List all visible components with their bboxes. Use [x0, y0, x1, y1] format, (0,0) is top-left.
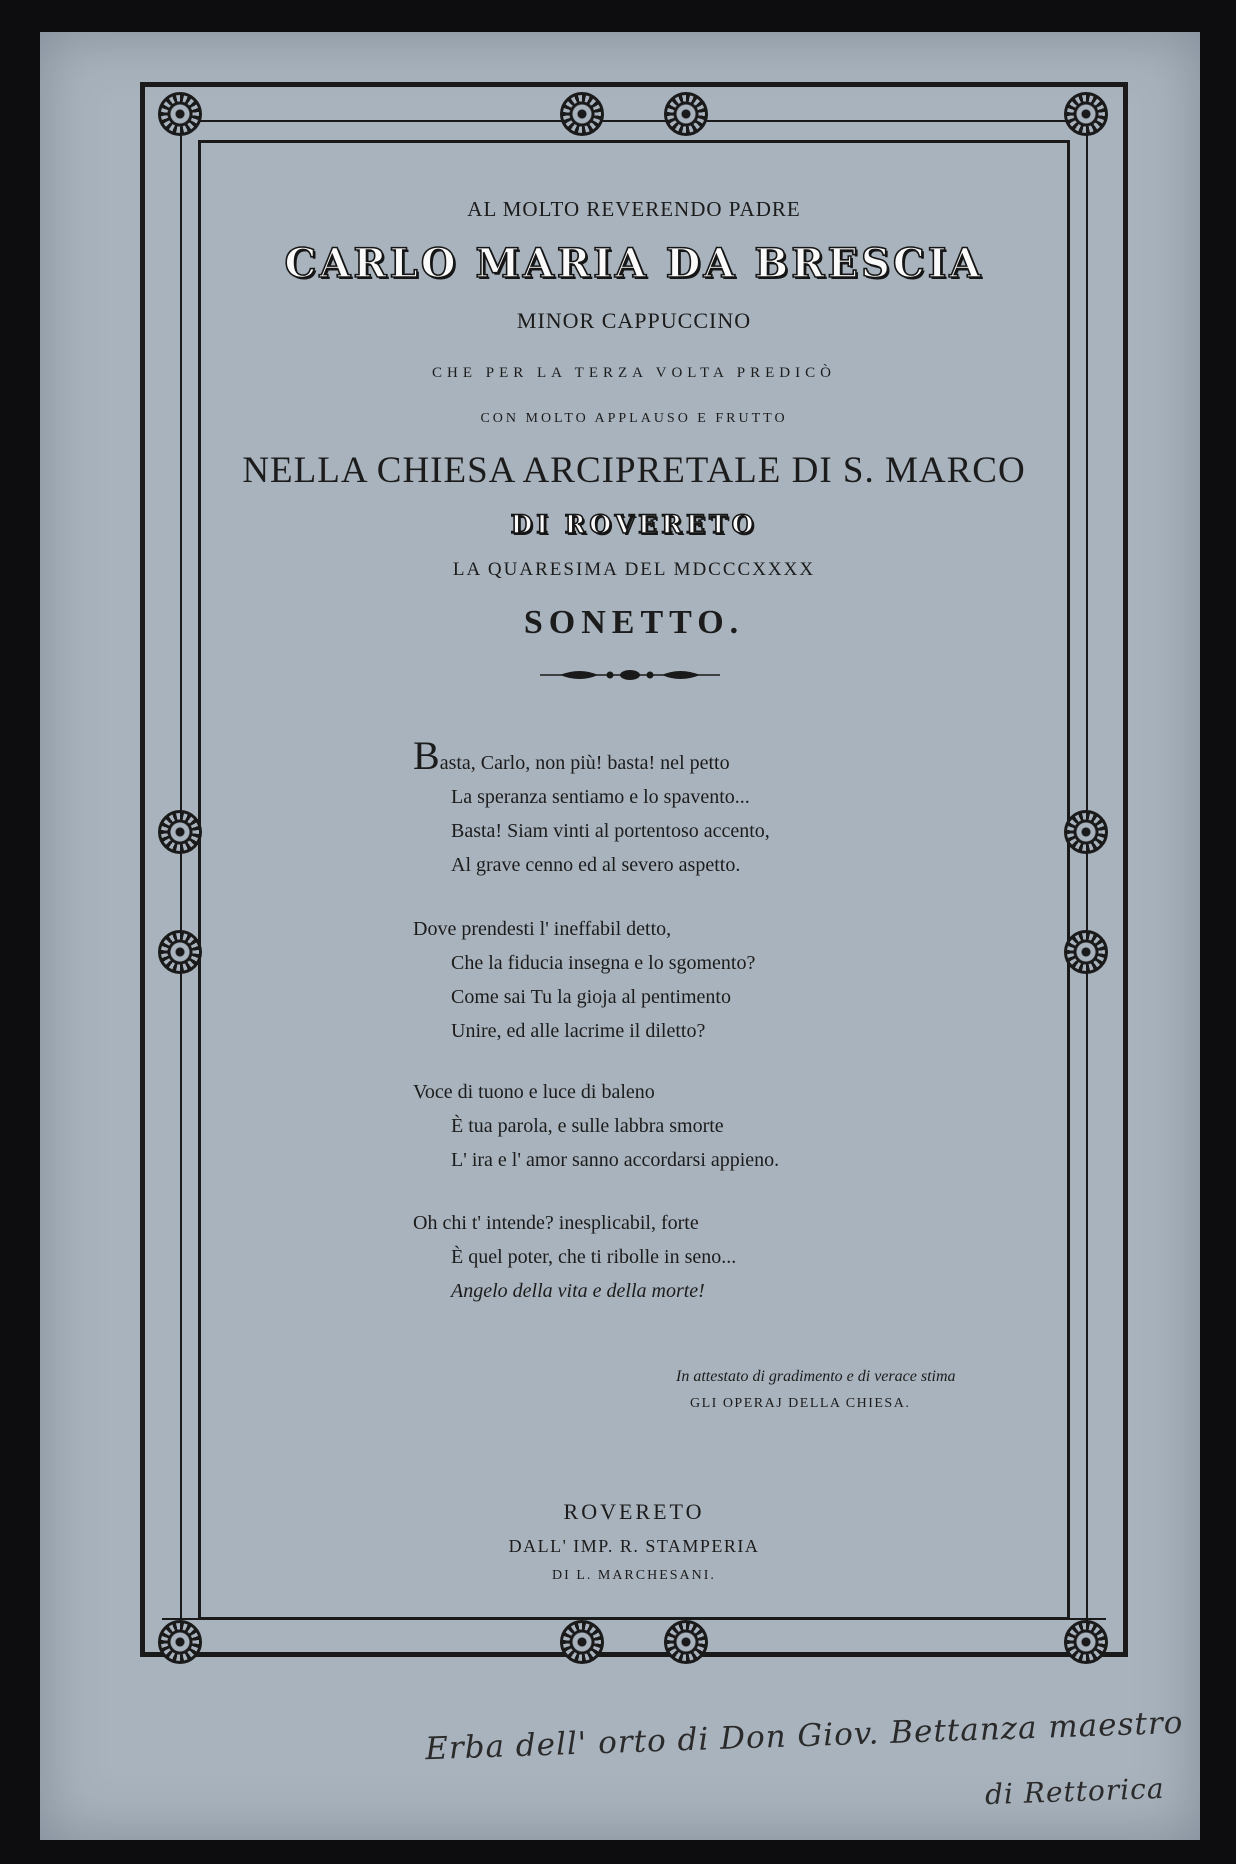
stanza-2	[413, 912, 913, 1048]
rosette-ornament-icon	[664, 92, 708, 136]
stanza-3	[413, 1075, 913, 1177]
poem-line: Angelo della vita e della morte!	[451, 1280, 705, 1302]
poem-line: Oh chi t' intende? inesplicabil, forte	[413, 1212, 699, 1234]
rosette-ornament-icon	[560, 1620, 604, 1664]
dedication-line-5: CON MOLTO APPLAUSO E FRUTTO	[480, 411, 788, 426]
poem-line: Unire, ed alle lacrime il diletto?	[451, 1020, 706, 1042]
poem-line: Voce di tuono e luce di baleno	[413, 1081, 655, 1103]
church-name: NELLA CHIESA ARCIPRETALE DI S. MARCO	[242, 450, 1026, 491]
rosette-ornament-icon	[1064, 810, 1108, 854]
honoree-name: CARLO MARIA DA BRESCIA	[284, 240, 984, 287]
imprint-printer: DI L. MARCHESANI.	[552, 1568, 716, 1583]
imprint-press: DALL' IMP. R. STAMPERIA	[508, 1536, 760, 1556]
drop-cap: B	[413, 733, 440, 778]
poem-line: La speranza sentiamo e lo spavento...	[451, 786, 750, 808]
dedication-line-1: AL MOLTO REVERENDO PADRE	[467, 197, 801, 221]
lent-season: LA QUARESIMA DEL MDCCCXXXX	[452, 559, 816, 580]
rosette-ornament-icon	[560, 92, 604, 136]
dedication-order: MINOR CAPPUCCINO	[516, 308, 752, 333]
poem-line: L' ira e l' amor sanno accordarsi appieno.	[451, 1149, 780, 1171]
rosette-ornament-icon	[158, 810, 202, 854]
poem-line: È quel poter, che ti ribolle in seno...	[451, 1246, 737, 1268]
signature-dedication: In attestato di gradimento e di verace stima	[676, 1368, 956, 1385]
rosette-ornament-icon	[1064, 1620, 1108, 1664]
stanza-4	[413, 1206, 913, 1308]
rosette-ornament-icon	[664, 1620, 708, 1664]
poem-line: Che la fiducia insegna e lo sgomento?	[451, 952, 756, 974]
rosette-ornament-icon	[158, 92, 202, 136]
poem-line: Come sai Tu la gioja al pentimento	[451, 986, 731, 1008]
poem-line: Dove prendesti l' ineffabil detto,	[413, 918, 672, 940]
imprint-city: ROVERETO	[563, 1499, 705, 1524]
town-name: DI ROVERETO	[510, 510, 758, 539]
handwritten-note-line-1: Erba dell' orto di Don Giov. Bettanza maestro	[424, 1704, 1184, 1768]
signature-authors: GLI OPERAJ DELLA CHIESA.	[690, 1396, 911, 1411]
rosette-ornament-icon	[158, 930, 202, 974]
poem-line: Al grave cenno ed al severo aspetto.	[451, 854, 741, 876]
rosette-ornament-icon	[1064, 92, 1108, 136]
poem-line: Basta! Siam vinti al portentoso accento,	[451, 820, 770, 842]
fleuron-divider-icon	[540, 667, 720, 683]
rosette-ornament-icon	[1064, 930, 1108, 974]
border-rule-left	[180, 104, 182, 1634]
border-rule-right	[1086, 104, 1088, 1634]
dedication-line-4: CHE PER LA TERZA VOLTA PREDICÒ	[432, 365, 836, 381]
poem-line: È tua parola, e sulle labbra smorte	[451, 1115, 724, 1137]
handwritten-note-line-2: di Rettorica	[984, 1771, 1166, 1812]
rosette-ornament-icon	[158, 1620, 202, 1664]
stanza-1	[413, 733, 913, 882]
genre-title: SONETTO.	[523, 604, 745, 641]
border-rule-top	[162, 120, 1106, 122]
poem-line: asta, Carlo, non più! basta! nel petto	[439, 752, 730, 774]
